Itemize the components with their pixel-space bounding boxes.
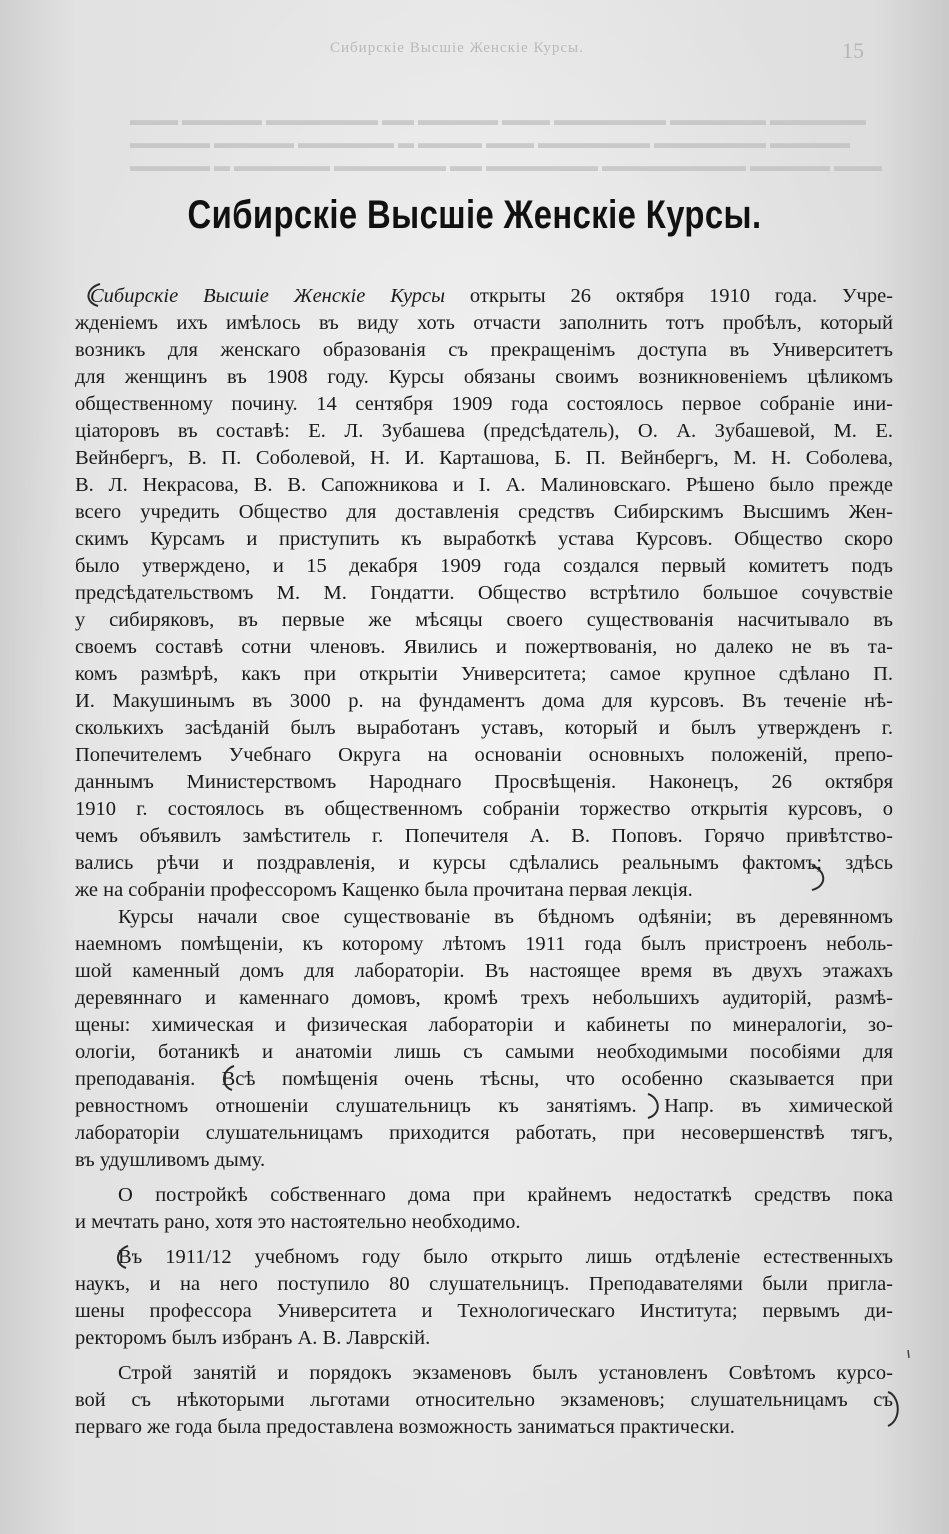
text-line: наукъ, и на него поступило 80 слушательницъ. Преподавателями были пригла- bbox=[75, 1273, 893, 1295]
text-line: въ удушливомъ дыму. bbox=[75, 1149, 266, 1171]
text-line: ректоромъ былъ избранъ А. В. Лаврскій. bbox=[75, 1327, 431, 1349]
page-title: Сибирскіе Высшіе Женскіе Курсы. bbox=[187, 193, 762, 237]
text-line: лабораторіи слушательницамъ приходится работать, при несовершенствѣ тягъ, bbox=[75, 1122, 893, 1144]
text-line: Сибирскіе Высшіе Женскіе Курсы открыты 26 октября 1910 года. Учре- bbox=[90, 285, 893, 307]
text-line: ологіи, ботаникѣ и анатоміи лишь съ самыми необходимыми пособіями для bbox=[75, 1041, 893, 1063]
text-line: И. Макушинымъ въ 3000 р. на фундаментъ дома для курсовъ. Въ теченіе нѣ- bbox=[75, 690, 893, 712]
text-line: возникъ для женскаго образованія съ прекращенімъ доступа въ Университетъ bbox=[75, 339, 893, 361]
text-line: своемъ составѣ сотни членовъ. Явились и пожертвованія, но далеко не въ та- bbox=[75, 636, 893, 658]
text-line: даннымъ Министерствомъ Народнаго Просвѣщенія. Наконецъ, 26 октября bbox=[75, 771, 893, 793]
bleed-through-line: ▬▬▬▬▬ ▬ ▬▬▬▬▬▬ ▬▬▬▬▬▬▬ ▬▬ ▬▬▬▬▬▬▬ ▬▬▬▬▬▬▬▬▬ ▬▬▬▬▬ ▬▬▬ bbox=[130, 158, 882, 175]
text-line: общественному почину. 14 сентября 1909 года состоялось первое собраніе ини- bbox=[75, 393, 893, 415]
text-line: комъ размѣрѣ, какъ при открытіи Университета; самое крупное сдѣлано П. bbox=[75, 663, 893, 685]
text-line: шой каменный домъ для лабораторіи. Въ настоящее время въ двухъ этажахъ bbox=[75, 960, 893, 982]
text-line: Строй занятій и порядокъ экзаменовъ былъ установленъ Совѣтомъ курсо- bbox=[118, 1362, 893, 1384]
text-line: для женщинъ въ 1908 году. Курсы обязаны своимъ возникновеніемъ цѣликомъ bbox=[75, 366, 893, 388]
text-line: же на собраніи профессоромъ Кащенко была прочитана первая лекція. bbox=[75, 879, 693, 901]
text-line: ціаторовъ въ составѣ: Е. Л. Зубашева (предсѣдатель), О. А. Зубашевой, М. Е. bbox=[75, 420, 893, 442]
text-line: у сибиряковъ, въ первые же мѣсяцы своего существованія насчитывало въ bbox=[75, 609, 893, 631]
text-line: 1910 г. состоялось въ общественномъ собраніи торжество открытія курсовъ, о bbox=[75, 798, 893, 820]
text-line: В. Л. Некрасова, В. В. Сапожникова и І. А. Малиновскаго. Рѣшено было прежде bbox=[75, 474, 893, 496]
text-line: вались рѣчи и поздравленія, и курсы сдѣлались реальнымъ фактомъ; здѣсь bbox=[75, 852, 893, 874]
italic-lead: Сибирскіе Высшіе Женскіе Курсы bbox=[90, 285, 446, 307]
text-line: ревностномъ отношеніи слушательницъ къ занятіямъ. Напр. въ химической bbox=[75, 1095, 893, 1117]
text-line: жденіемъ ихъ имѣлось въ виду хоть отчасти заполнить тотъ пробѣлъ, который bbox=[75, 312, 893, 334]
text-line: Вейнбергъ, В. П. Соболевой, Н. И. Карташова, Б. П. Вейнбергъ, М. Н. Соболева, bbox=[75, 447, 893, 469]
text-line: скимъ Курсамъ и приступить къ выработкѣ устава Курсовъ. Общество скоро bbox=[75, 528, 893, 550]
text-line: деревяннаго и каменнаго домовъ, кромѣ трехъ небольшихъ аудиторій, размѣ- bbox=[75, 987, 893, 1009]
text-line: наемномъ помѣщеніи, къ которому лѣтомъ 1911 года былъ пристроенъ неболь- bbox=[75, 933, 893, 955]
text-line: предсѣдательствомъ М. М. Гондатти. Общество встрѣтило большое сочувствіе bbox=[75, 582, 893, 604]
text-line: всего учредить Общество для доставленія средствъ Сибирскимъ Высшимъ Жен- bbox=[75, 501, 893, 523]
ghost-page-number: 15 bbox=[842, 38, 864, 63]
text-line: сколькихъ засѣданій былъ выработанъ уставъ, который и былъ утвержденъ г. bbox=[75, 717, 893, 739]
bleed-through-line: ▬▬▬ ▬▬▬▬▬ ▬▬▬▬▬▬▬ ▬▬ ▬▬▬▬▬ ▬▬▬ ▬▬▬▬▬▬▬ ▬▬▬▬▬▬ ▬▬▬▬▬▬ bbox=[130, 112, 866, 129]
text-line: и мечтать рано, хотя это настоятельно необходимо. bbox=[75, 1211, 521, 1233]
text-line: чемъ объявилъ замѣститель г. Попечителя А. В. Поповъ. Горячо привѣтство- bbox=[75, 825, 893, 847]
text-line: Курсы начали свое существованіе въ бѣдномъ одѣяніи; въ деревянномъ bbox=[118, 906, 893, 928]
text-line: Въ 1911/12 учебномъ году было открыто лишь отдѣленіе естественныхъ bbox=[118, 1246, 893, 1268]
text-line: было утверждено, и 15 декабря 1909 года создался первый комитетъ подъ bbox=[75, 555, 893, 577]
text-line: щены: химическая и физическая лабораторіи и кабинеты по минералогіи, зо- bbox=[75, 1014, 893, 1036]
text-line: вой съ нѣкоторыми льготами относительно экзаменовъ; слушательницамъ съ bbox=[75, 1389, 893, 1411]
text-line: Попечителемъ Учебнаго Округа на основаніи основныхъ положеній, препо- bbox=[75, 744, 893, 766]
text-line: преподаванія. Всѣ помѣщенія очень тѣсны, что особенно сказывается при bbox=[75, 1068, 893, 1090]
text-line: перваго же года была предоставлена возможность заниматься практически. bbox=[75, 1416, 735, 1438]
pencil-tick bbox=[908, 1350, 909, 1358]
bleed-through-line: ▬▬▬▬▬ ▬▬▬▬▬ ▬▬▬▬▬▬ ▬ ▬▬▬▬ ▬▬▬ ▬▬▬▬▬▬▬ ▬▬▬▬▬▬▬ ▬▬▬▬▬ bbox=[130, 135, 850, 152]
ghost-running-head: Сибирскіе Высшіе Женскіе Курсы. bbox=[330, 40, 584, 56]
text-line: О постройкѣ собственнаго дома при крайнемъ недостаткѣ средствъ пока bbox=[118, 1184, 893, 1206]
text-line: шены профессора Университета и Технологическаго Института; первымъ ди- bbox=[75, 1300, 893, 1322]
